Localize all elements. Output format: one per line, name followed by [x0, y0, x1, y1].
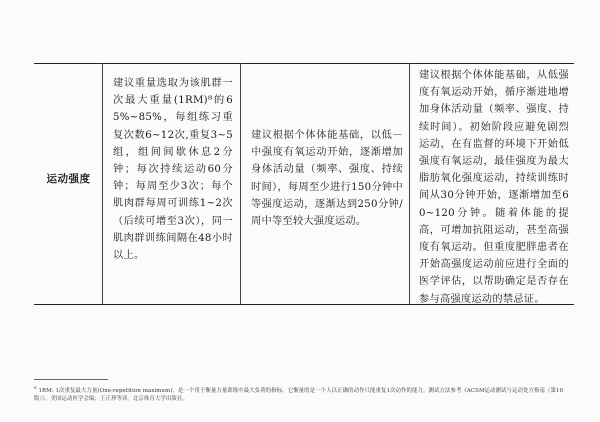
row-label-exercise-intensity: 运动强度 [46, 173, 91, 185]
aerobic-training-text: 建议根据个体体能基础，以低－中强度有氧运动开始，逐渐增加身体活动量（频率、强度、持续时间），每周至少进行150分钟中等强度运动，逐渐达到250分钟/周中等至较大强度运动。 [251, 130, 403, 228]
row-label-cell [34, 63, 103, 304]
footnote [34, 384, 574, 404]
footnote-separator [34, 379, 108, 380]
aerobic-training-cell [241, 63, 410, 304]
footnote-marker: 8 [34, 385, 37, 390]
obesity-exercise-cell [410, 63, 574, 304]
resistance-training-text: 建议重量选取为该肌群一次最大重量(1RM)⁸的65%~85%，每组练习重复次数6~12次,重复3~5组，组间间歇休息2分钟；每次持续运动60分钟；每周至少3次；每个肌肉群每周可训练1~2次（后续可增至3次），同一肌肉群训练间隔在48小时以上。 [113, 78, 233, 262]
table-bottom-rule [34, 304, 574, 305]
footnote-text: 1RM: 1次重复最大力量(One-repetition maximum)，是一个用于衡量力量训练中最大负荷的指标。它衡量的是一个人以正确的动作只能重复1次动作的能力。测试方法参考《ACSM运动测试与运动处方指南（第10版）》。美国运动医学会编；王正珍等译。北京体育大学出版社。 [34, 387, 563, 403]
obesity-exercise-text: 建议根据个体体能基础，从低强度有氧运动开始，循序渐进地增加身体活动量（频率、强度、持续时间）。初始阶段应避免剧烈运动，在有监督的环境下开始低强度有氧运动，最佳强度为最大脂肪氧化强度运动，持续训练时间从30分钟开始，逐渐增加至60~120分钟。随着体能的提高，可增加抗阻运动，甚至高强度有氧运动。但重度肥胖患者在开始高强度运动前应进行全面的医学评估，以帮助确定是否存在参与高强度运动的禁忌证。 [419, 70, 569, 305]
resistance-training-cell [103, 63, 241, 304]
